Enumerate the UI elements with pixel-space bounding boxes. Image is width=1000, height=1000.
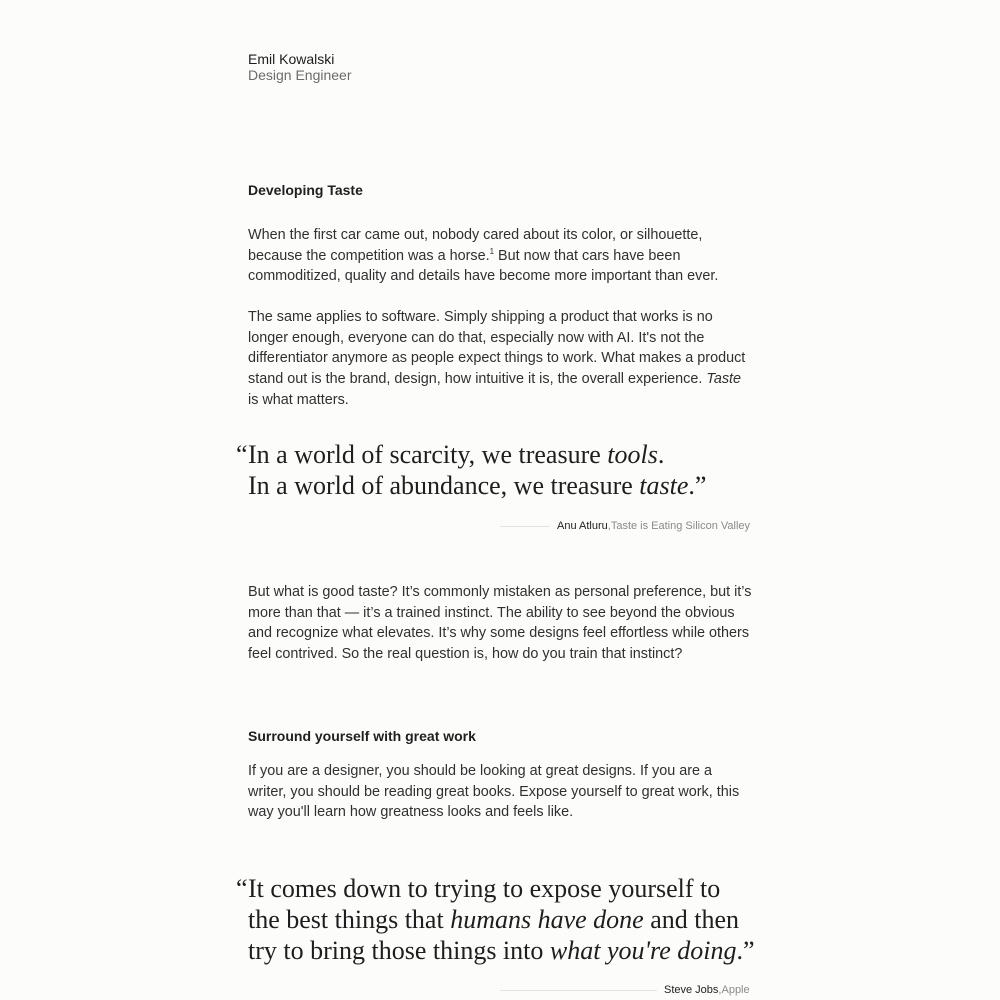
citation-source[interactable]: Taste is Eating Silicon Valley <box>610 520 751 532</box>
open-quote-mark: “ <box>236 440 248 469</box>
author-role: Design Engineer <box>248 67 352 83</box>
paragraph-good-taste: But what is good taste? It’s commonly mistaken as personal preference, but it’s more than that — it’s a trained instinct. The ability to see beyond the obvious and recognize what elevates. It’s why some designs feel effortless while others feel contrived. So the real question is, how do you train that instinct? <box>248 584 752 663</box>
taste-emphasis: Taste <box>706 371 742 388</box>
open-quote-mark: “ <box>236 874 248 903</box>
citation-source: Apple <box>721 984 750 996</box>
quote-line-1: In a world of scarcity, we treasure tools. <box>248 440 665 469</box>
paragraph-great-work: If you are a designer, you should be looking at great designs. If you are a writer, you should be reading great books. Expose yourself to great work, this way you'll learn how greatness looks and feels like. <box>248 763 740 821</box>
footnote-ref[interactable]: 1 <box>489 246 495 256</box>
article-title: Developing Taste <box>248 182 363 198</box>
quote-citation-jobs: Steve Jobs , Apple <box>500 984 750 996</box>
citation-author: Steve Jobs <box>664 984 719 996</box>
quote-line-2: In a world of abundance, we treasure taste.” <box>248 471 707 500</box>
paragraph-software: The same applies to software. Simply shipping a product that works is no longer enough, everyone can do that, especially now with AI. It's not the differentiator anymore as people expect things to work. What makes a product stand out is the brand, design, how intuitive it is, the overall experience. Taste is what matters. <box>248 309 746 408</box>
citation-author: Anu Atluru <box>557 520 608 532</box>
citation-rule <box>500 990 657 991</box>
section-heading-great-work: Surround yourself with great work <box>248 728 476 744</box>
pull-quote-jobs: “ It comes down to trying to expose yourself to the best things that humans have done and then try to bring those things into what you're doing.” <box>236 874 755 965</box>
pull-quote-atluru <box>236 439 768 501</box>
citation-rule <box>500 526 550 527</box>
quote-citation-atluru: Anu Atluru , Taste is Eating Silicon Valley <box>500 520 750 532</box>
paragraph-intro: When the first car came out, nobody cared about its color, or silhouette, because the competition was a horse.$^1$ But now that cars have been commoditized, quality and details have become more important than ever. <box>248 227 719 285</box>
author-name: Emil Kowalski <box>248 51 335 67</box>
